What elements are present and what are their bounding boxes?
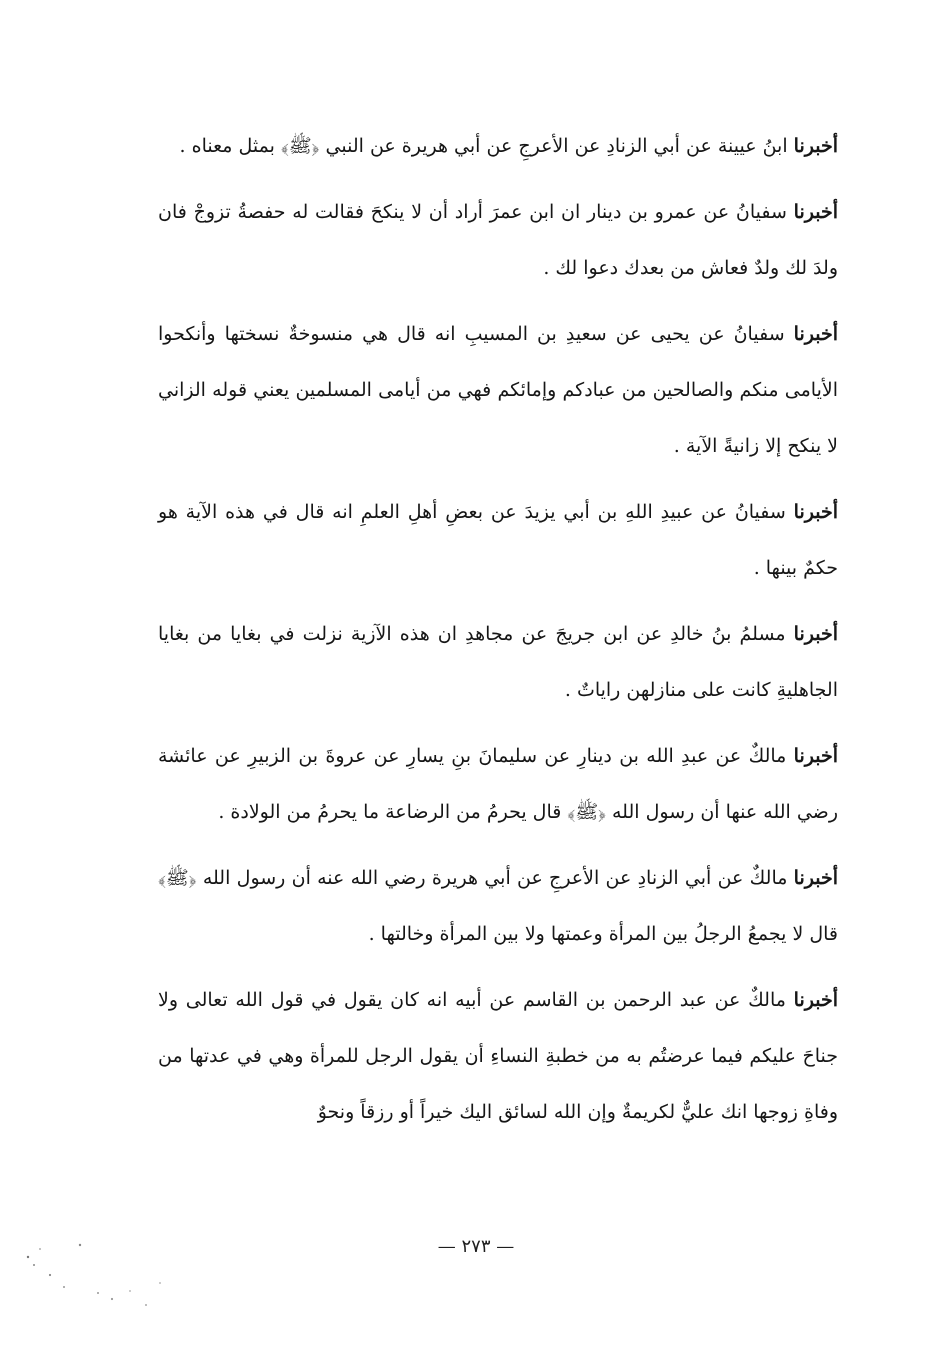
- paragraph-text: مالكٌ عن أبي الزنادِ عن الأعرجِ عن أبي هريرة رضي الله عنه أن رسول الله ﴿ﷺ﴾ قال لا يجمعُ الرجلُ بين المرأة وعمتها ولا بين المرأة وخالتها .: [158, 867, 838, 945]
- paragraph-lead: أخبرنا: [793, 623, 838, 645]
- paragraph-text: سفيانُ عن عبيدِ اللهِ بن أبي يزيدَ عن بعضِ أهلِ العلمِ انه قال في هذه الآية هو حكمٌ بينها .: [158, 501, 838, 579]
- paragraph-lead: أخبرنا: [793, 201, 838, 223]
- paragraph-text: مالكٌ عن عبد الرحمن بن القاسم عن أبيه انه كان يقول في قول الله تعالى ولا جناحَ عليكم فيما عرضتُم به من خطبةِ النساءِ أن يقول الرجل للمرأة وهي في عدتها من وفاةِ زوجها انك عليٌّ لكريمةٌ وإن الله لسائق اليك خيراً أو رزقاً ونحوٌ: [158, 989, 838, 1123]
- paragraph-5: [158, 606, 838, 718]
- paragraph-lead: أخبرنا: [793, 989, 838, 1011]
- paragraph-4: [158, 484, 838, 596]
- scan-specks: [20, 1235, 180, 1315]
- paragraph-lead: أخبرنا: [793, 745, 838, 767]
- paragraph-text: مالكٌ عن عبدِ الله بن دينارِ عن سليمانَ بنِ يسارِ عن عروةَ بن الزبيرِ عن عائشة رضي الله عنها أن رسول الله ﴿ﷺ﴾ قال يحرمُ من الرضاعة ما يحرمُ من الولادة .: [158, 745, 838, 823]
- paragraph-3: [158, 306, 838, 474]
- paragraph-text: مسلمُ بنُ خالدِ عن ابن جريجَ عن مجاهدِ ان هذه الآزية نزلت في بغايا من بغايا الجاهليةِ كانت على منازلهن راياتٌ .: [158, 623, 838, 701]
- paragraph-6: [158, 728, 838, 840]
- page-body: [158, 118, 838, 1150]
- paragraph-8: [158, 972, 838, 1140]
- paragraph-1: [158, 118, 838, 174]
- paragraph-7: [158, 850, 838, 962]
- paragraph-lead: أخبرنا: [793, 501, 838, 523]
- paragraph-lead: أخبرنا: [793, 323, 838, 345]
- page-number: — ٢٧٣ —: [437, 1236, 515, 1257]
- paragraph-text: ابنُ عيينة عن أبي الزنادِ عن الأعرجِ عن أبي هريرة عن النبي ﴿ﷺ﴾ بمثل معناه .: [179, 135, 794, 157]
- paragraph-text: سفيانُ عن يحيى عن سعيدِ بن المسيبِ انه قال هي منسوخةٌ نسختها وأنكحوا الأيامى منكم والصالحين من عبادكم وإمائكم فهي من أيامى المسلمين يعني قوله الزاني لا ينكح إلا زانيةً الآية .: [158, 323, 838, 457]
- paragraph-2: [158, 184, 838, 296]
- paragraph-text: سفيانُ عن عمرو بن دينار ان ابن عمرَ أراد أن لا ينكحَ فقالت له حفصةُ تزوجْ فان ولدَ لك ولدٌ فعاش من بعدك دعوا لك .: [158, 201, 838, 279]
- paragraph-lead: أخبرنا: [793, 135, 838, 157]
- paragraph-lead: أخبرنا: [793, 867, 838, 889]
